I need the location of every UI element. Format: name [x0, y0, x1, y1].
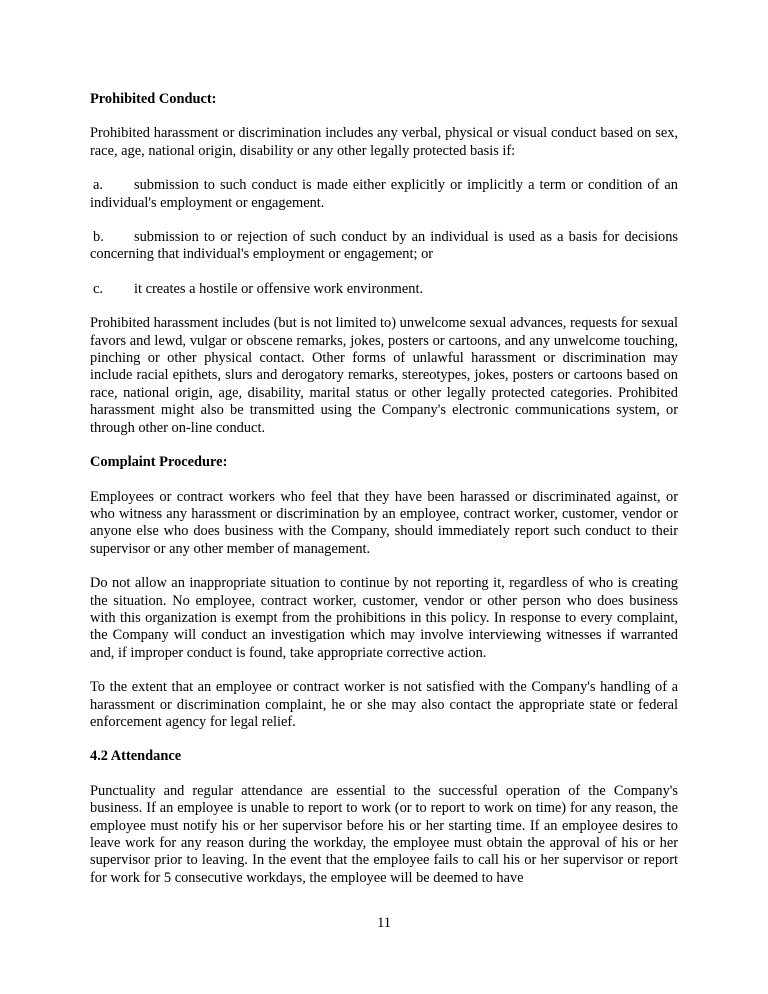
- list-item-text: submission to or rejection of such conduct by an individual is used as a basis for decisions concerning that individual's employment or engagement; or: [90, 229, 678, 263]
- paragraph: Do not allow an inappropriate situation to continue by not reporting it, regardless of who is creating the situation. No employee, contract worker, customer, vendor or other person who does business with this organization is exempt from the prohibitions in this policy. In response to every complaint, the Company will conduct an investigation which may involve interviewing witnesses if warranted and, if improper conduct is found, take appropriate corrective action.: [90, 575, 678, 661]
- page-number: 11: [377, 915, 391, 931]
- list-item: [90, 281, 678, 298]
- list-marker: b.: [93, 229, 104, 246]
- list-marker: a.: [93, 177, 103, 194]
- section-heading: Prohibited Conduct:: [90, 91, 217, 107]
- list-marker: c.: [93, 280, 103, 297]
- paragraph: To the extent that an employee or contract worker is not satisfied with the Company's handling of a harassment or discrimination complaint, he or she may also contact the appropriate state or federal enforcement agency for legal relief.: [90, 679, 678, 730]
- list-item: [90, 177, 678, 212]
- paragraph: Punctuality and regular attendance are essential to the successful operation of the Company's business. If an employee is unable to report to work (or to report to work on time) for any reason, the employee must notify his or her supervisor before his or her starting time. If an employee desires to leave work for any reason during the workday, the employee must obtain the approval of his or her supervisor prior to leaving. In the event that the employee fails to call his or her supervisor or report for work for 5 consecutive workdays, the employee will be deemed to have: [90, 782, 678, 886]
- paragraph: Prohibited harassment includes (but is not limited to) unwelcome sexual advances, requests for sexual favors and lewd, vulgar or obscene remarks, jokes, posters or cartoons, and any unwelcome touching, pinching or other physical contact. Other forms of unlawful harassment or discrimination may include racial epithets, slurs and derogatory remarks, stereotypes, jokes, posters or cartoons based on race, national origin, age, disability, marital status or other legally protected categories. Prohibited harassment might also be transmitted using the Company's electronic communications system, or through other on-line conduct.: [90, 315, 678, 436]
- paragraph: Employees or contract workers who feel that they have been harassed or discriminated against, or who witness any harassment or discrimination by an employee, contract worker, customer, vendor or anyone else who does business with the Company, should immediately report such conduct to their supervisor or any other member of management.: [90, 488, 678, 557]
- list-item: [90, 229, 678, 264]
- page-body: [90, 91, 678, 904]
- section-heading: 4.2 Attendance: [90, 748, 182, 765]
- section-heading: Complaint Procedure:: [90, 454, 228, 471]
- paragraph: Prohibited harassment or discrimination includes any verbal, physical or visual conduct based on sex, race, age, national origin, disability or any other legally protected basis if:: [90, 125, 678, 159]
- list-item-text: it creates a hostile or offensive work environment.: [134, 280, 424, 297]
- list-item-text: submission to such conduct is made either explicitly or implicitly a term or condition of an individual's employment or engagement.: [90, 177, 678, 211]
